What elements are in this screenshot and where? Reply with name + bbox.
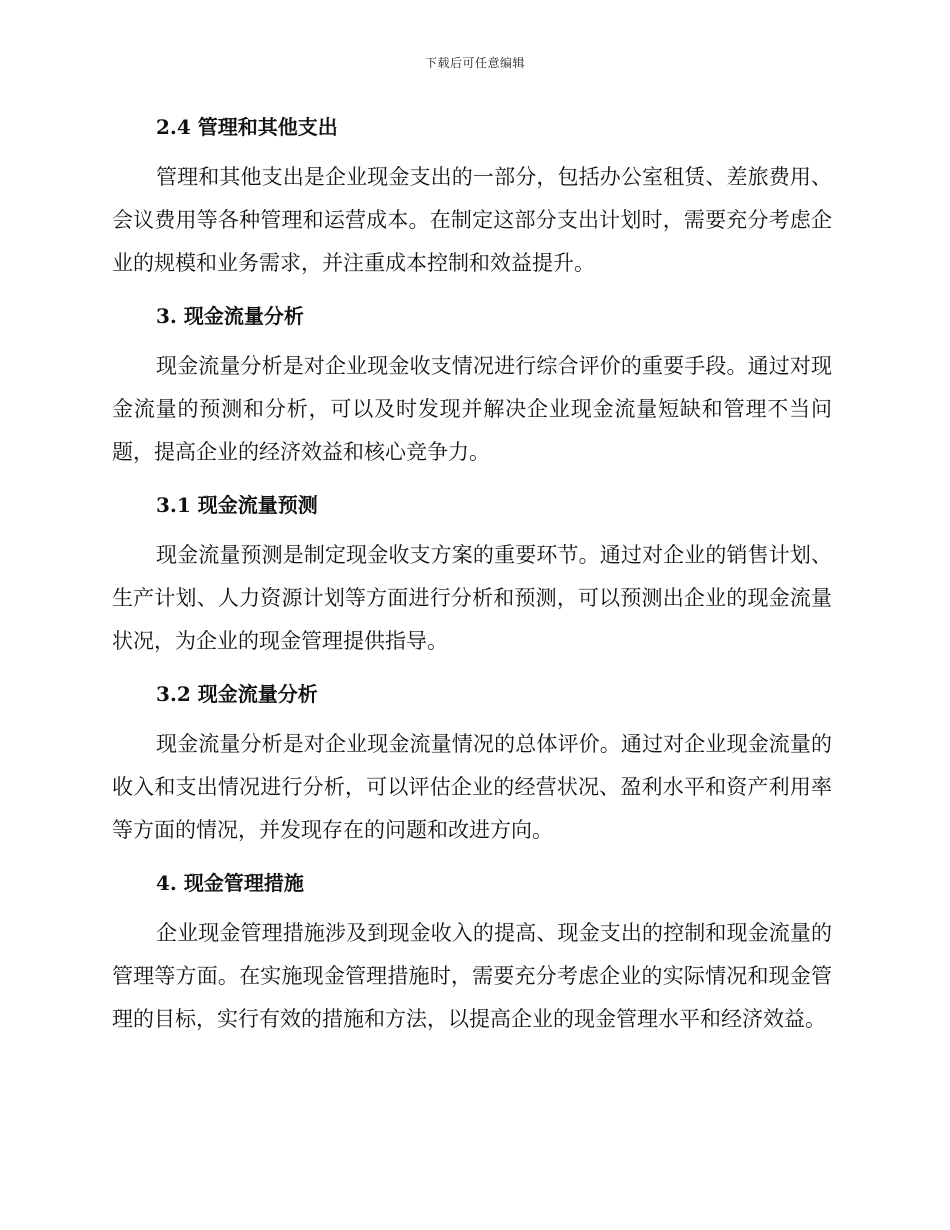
section-heading: 3. 现金流量分析	[156, 304, 304, 328]
section-paragraph: 现金流量分析是对企业现金收支情况进行综合评价的重要手段。通过对现金流量的预测和分析，可以及时发现并解决企业现金流量短缺和管理不当问题，提高企业的经济效益和核心竞争力。	[112, 354, 832, 464]
section-4	[112, 866, 832, 1041]
section-heading: 4. 现金管理措施	[156, 871, 304, 895]
section-paragraph: 企业现金管理措施涉及到现金收入的提高、现金支出的控制和现金流量的管理等方面。在实施现金管理措施时，需要充分考虑企业的实际情况和现金管理的目标，实行有效的措施和方法，以提高企业的现金管理水平和经济效益。	[112, 921, 832, 1031]
section-3-1	[112, 488, 832, 663]
document-content	[112, 110, 832, 1055]
header-note: 下载后可任意编辑	[424, 56, 525, 70]
section-3-2	[112, 677, 832, 852]
section-heading: 3.2 现金流量分析	[156, 682, 318, 706]
section-2-4	[112, 110, 832, 285]
section-heading: 2.4 管理和其他支出	[156, 115, 338, 139]
section-heading: 3.1 现金流量预测	[156, 493, 318, 517]
section-3	[112, 299, 832, 474]
section-paragraph: 管理和其他支出是企业现金支出的一部分，包括办公室租赁、差旅费用、会议费用等各种管理和运营成本。在制定这部分支出计划时，需要充分考虑企业的规模和业务需求，并注重成本控制和效益提升。	[112, 165, 832, 275]
section-paragraph: 现金流量预测是制定现金收支方案的重要环节。通过对企业的销售计划、生产计划、人力资源计划等方面进行分析和预测，可以预测出企业的现金流量状况，为企业的现金管理提供指导。	[112, 543, 832, 653]
section-paragraph: 现金流量分析是对企业现金流量情况的总体评价。通过对企业现金流量的收入和支出情况进行分析，可以评估企业的经营状况、盈利水平和资产利用率等方面的情况，并发现存在的问题和改进方向。	[112, 732, 832, 842]
